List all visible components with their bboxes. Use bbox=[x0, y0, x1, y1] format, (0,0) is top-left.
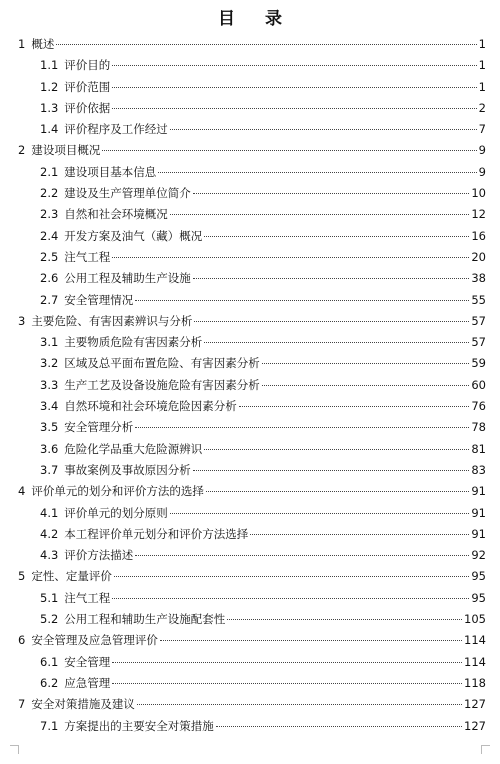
toc-entry-title: 公用工程和辅助生产设施配套性 bbox=[64, 612, 226, 627]
toc-entry-number: 3.7 bbox=[40, 462, 59, 477]
toc-entry-page-number: 127 bbox=[464, 697, 486, 712]
toc-entry-number: 4.2 bbox=[40, 526, 59, 541]
toc-entry[interactable] bbox=[0, 716, 500, 737]
toc-dot-leader bbox=[112, 683, 462, 684]
toc-entry-page-number: 92 bbox=[471, 548, 486, 563]
toc-entry-number: 5 bbox=[18, 569, 26, 584]
toc-entry[interactable] bbox=[0, 162, 500, 183]
toc-entry-page-number: 38 bbox=[471, 271, 486, 286]
toc-entry-number: 3.4 bbox=[40, 399, 59, 414]
toc-entry-title: 安全管理 bbox=[64, 654, 111, 669]
toc-dot-leader bbox=[112, 108, 476, 109]
toc-entry-number: 2.3 bbox=[40, 207, 59, 222]
toc-dot-leader bbox=[227, 619, 462, 620]
toc-entry-number: 1 bbox=[18, 37, 26, 51]
toc-entry-number: 2.6 bbox=[40, 271, 59, 286]
toc-entry-title: 建设项目概况 bbox=[31, 143, 101, 158]
toc-dot-leader bbox=[170, 129, 477, 130]
toc-entry-page-number: 91 bbox=[471, 505, 486, 520]
toc-entry-title: 注气工程 bbox=[64, 249, 111, 264]
toc-entry-page-number: 12 bbox=[471, 207, 486, 222]
toc-entry[interactable] bbox=[0, 119, 500, 140]
toc-dot-leader bbox=[204, 236, 469, 237]
toc-entry[interactable] bbox=[0, 588, 500, 609]
toc-entry-page-number: 1 bbox=[478, 58, 486, 73]
toc-entry-title: 开发方案及油气（藏）概况 bbox=[64, 228, 203, 243]
toc-entry-title: 公用工程及辅助生产设施 bbox=[64, 271, 191, 286]
toc-dot-leader bbox=[56, 44, 476, 45]
toc-entry-number: 6.2 bbox=[40, 675, 59, 690]
toc-entry-page-number: 91 bbox=[471, 484, 486, 499]
toc-entry-title: 方案提出的主要安全对策措施 bbox=[64, 718, 214, 733]
toc-entry-page-number: 95 bbox=[471, 569, 486, 584]
toc-dot-leader bbox=[135, 300, 469, 301]
toc-entry[interactable] bbox=[0, 375, 500, 396]
toc-entry[interactable] bbox=[0, 183, 500, 204]
toc-entry-page-number: 9 bbox=[478, 164, 486, 179]
toc-entry-number: 4.1 bbox=[40, 505, 59, 520]
toc-entry[interactable] bbox=[0, 204, 500, 225]
toc-dot-leader bbox=[112, 65, 476, 66]
toc-dot-leader bbox=[250, 534, 469, 535]
toc-entry[interactable] bbox=[0, 609, 500, 630]
toc-entry[interactable] bbox=[0, 140, 500, 161]
toc-entry-title: 评价单元的划分原则 bbox=[64, 505, 168, 520]
toc-entry[interactable] bbox=[0, 524, 500, 545]
toc-entry-title: 评价方法描述 bbox=[64, 548, 134, 563]
toc-entry[interactable] bbox=[0, 396, 500, 417]
toc-entry-page-number: 81 bbox=[471, 441, 486, 456]
toc-entry-title: 安全管理分析 bbox=[64, 420, 134, 435]
toc-entry-page-number: 57 bbox=[471, 335, 486, 350]
toc-entry-page-number: 78 bbox=[471, 420, 486, 435]
toc-entry-page-number: 1 bbox=[478, 37, 486, 51]
toc-dot-leader bbox=[102, 150, 476, 151]
toc-dot-leader bbox=[112, 257, 469, 258]
toc-entry-page-number: 20 bbox=[471, 249, 486, 264]
toc-entry-number: 6.1 bbox=[40, 654, 59, 669]
toc-entry-title: 自然环境和社会环境危险因素分析 bbox=[64, 399, 237, 414]
toc-entry-title: 评价目的 bbox=[64, 58, 111, 73]
toc-dot-leader bbox=[158, 172, 476, 173]
toc-entry-page-number: 55 bbox=[471, 292, 486, 307]
toc-dot-leader bbox=[114, 576, 470, 577]
toc-dot-leader bbox=[193, 193, 470, 194]
toc-entry-page-number: 60 bbox=[471, 377, 486, 392]
toc-entry-number: 4.3 bbox=[40, 548, 59, 563]
toc-dot-leader bbox=[112, 87, 476, 88]
table-of-contents bbox=[0, 34, 500, 737]
toc-entry-number: 2 bbox=[18, 143, 26, 158]
toc-entry-number: 3.1 bbox=[40, 335, 59, 350]
toc-entry[interactable] bbox=[0, 55, 500, 76]
toc-entry-page-number: 9 bbox=[478, 143, 486, 158]
toc-entry-page-number: 16 bbox=[471, 228, 486, 243]
toc-entry-number: 7 bbox=[18, 697, 26, 712]
toc-dot-leader bbox=[239, 406, 470, 407]
toc-entry-number: 1.1 bbox=[40, 58, 59, 73]
toc-dot-leader bbox=[112, 662, 462, 663]
toc-entry-page-number: 10 bbox=[471, 186, 486, 201]
toc-entry[interactable] bbox=[0, 481, 500, 502]
toc-entry-number: 3.6 bbox=[40, 441, 59, 456]
toc-dot-leader bbox=[194, 321, 469, 322]
toc-entry-title: 主要物质危险有害因素分析 bbox=[64, 335, 203, 350]
page-corner-mark-right bbox=[481, 745, 490, 754]
toc-entry-number: 5.2 bbox=[40, 612, 59, 627]
toc-entry-page-number: 91 bbox=[471, 526, 486, 541]
toc-entry-title: 生产工艺及设备设施危险有害因素分析 bbox=[64, 377, 260, 392]
toc-dot-leader bbox=[204, 449, 469, 450]
page-corner-mark-left bbox=[10, 745, 19, 754]
toc-entry-page-number: 2 bbox=[478, 100, 486, 115]
toc-dot-leader bbox=[170, 513, 470, 514]
toc-entry-number: 5.1 bbox=[40, 590, 59, 605]
toc-entry-page-number: 105 bbox=[464, 612, 486, 627]
toc-dot-leader bbox=[137, 704, 462, 705]
toc-entry-page-number: 83 bbox=[471, 462, 486, 477]
toc-entry-title: 主要危险、有害因素辨识与分析 bbox=[31, 313, 193, 328]
toc-entry-title: 应急管理 bbox=[64, 675, 111, 690]
toc-dot-leader bbox=[193, 470, 470, 471]
toc-entry-page-number: 114 bbox=[464, 633, 486, 648]
toc-entry-number: 1.2 bbox=[40, 79, 59, 94]
toc-entry-title: 评价单元的划分和评价方法的选择 bbox=[31, 484, 204, 499]
toc-entry-title: 本工程评价单元划分和评价方法选择 bbox=[64, 526, 249, 541]
toc-entry-page-number: 1 bbox=[478, 79, 486, 94]
toc-entry[interactable] bbox=[0, 226, 500, 247]
toc-entry-number: 1.3 bbox=[40, 100, 59, 115]
toc-entry-number: 3.3 bbox=[40, 377, 59, 392]
toc-entry-number: 3 bbox=[18, 313, 26, 328]
toc-entry[interactable] bbox=[0, 545, 500, 566]
toc-entry-page-number: 114 bbox=[464, 654, 486, 669]
toc-entry-title: 危险化学品重大危险源辨识 bbox=[64, 441, 203, 456]
toc-entry[interactable] bbox=[0, 460, 500, 481]
toc-entry[interactable] bbox=[0, 673, 500, 694]
toc-entry-title: 建设及生产管理单位简介 bbox=[64, 186, 191, 201]
toc-entry-title: 定性、定量评价 bbox=[31, 569, 112, 584]
toc-dot-leader bbox=[216, 726, 462, 727]
toc-entry-number: 6 bbox=[18, 633, 26, 648]
toc-entry-title: 安全对策措施及建议 bbox=[31, 697, 135, 712]
toc-dot-leader bbox=[262, 363, 470, 364]
toc-title: 目 录 bbox=[218, 9, 294, 29]
toc-dot-leader bbox=[193, 278, 470, 279]
toc-entry-title: 事故案例及事故原因分析 bbox=[64, 462, 191, 477]
toc-entry[interactable] bbox=[0, 566, 500, 587]
toc-entry-number: 4 bbox=[18, 484, 26, 499]
toc-entry[interactable] bbox=[0, 332, 500, 353]
toc-entry-title: 评价范围 bbox=[64, 79, 111, 94]
toc-entry-number: 2.4 bbox=[40, 228, 59, 243]
toc-entry-page-number: 57 bbox=[471, 313, 486, 328]
toc-entry[interactable] bbox=[0, 290, 500, 311]
toc-entry-page-number: 95 bbox=[471, 590, 486, 605]
toc-entry[interactable] bbox=[0, 630, 500, 651]
toc-entry-page-number: 7 bbox=[478, 122, 486, 137]
toc-dot-leader bbox=[135, 427, 469, 428]
toc-entry-page-number: 118 bbox=[464, 675, 486, 690]
toc-entry[interactable] bbox=[0, 311, 500, 332]
toc-entry[interactable] bbox=[0, 98, 500, 119]
toc-entry-page-number: 59 bbox=[471, 356, 486, 371]
toc-dot-leader bbox=[112, 598, 469, 599]
toc-entry[interactable] bbox=[0, 652, 500, 673]
toc-entry[interactable] bbox=[0, 34, 500, 55]
toc-dot-leader bbox=[204, 342, 469, 343]
toc-entry-number: 7.1 bbox=[40, 718, 59, 733]
toc-entry-title: 概述 bbox=[31, 37, 55, 51]
toc-entry-number: 2.7 bbox=[40, 292, 59, 307]
toc-entry-number: 2.1 bbox=[40, 164, 59, 179]
toc-entry[interactable] bbox=[0, 439, 500, 460]
toc-entry-number: 1.4 bbox=[40, 122, 59, 137]
toc-entry[interactable] bbox=[0, 247, 500, 268]
toc-dot-leader bbox=[206, 491, 470, 492]
toc-dot-leader bbox=[170, 214, 470, 215]
toc-dot-leader bbox=[160, 640, 462, 641]
toc-entry-number: 3.5 bbox=[40, 420, 59, 435]
toc-entry[interactable] bbox=[0, 694, 500, 715]
toc-entry-page-number: 76 bbox=[471, 399, 486, 414]
toc-entry-title: 区域及总平面布置危险、有害因素分析 bbox=[64, 356, 260, 371]
toc-entry-page-number: 127 bbox=[464, 718, 486, 733]
toc-entry-title: 自然和社会环境概况 bbox=[64, 207, 168, 222]
toc-entry-number: 2.2 bbox=[40, 186, 59, 201]
toc-entry-number: 2.5 bbox=[40, 249, 59, 264]
toc-entry[interactable] bbox=[0, 503, 500, 524]
toc-entry-title: 评价依据 bbox=[64, 100, 111, 115]
toc-entry-title: 评价程序及工作经过 bbox=[64, 122, 168, 137]
toc-entry[interactable] bbox=[0, 268, 500, 289]
toc-entry[interactable] bbox=[0, 77, 500, 98]
toc-entry[interactable] bbox=[0, 417, 500, 438]
toc-entry-title: 建设项目基本信息 bbox=[64, 164, 157, 179]
toc-entry-number: 3.2 bbox=[40, 356, 59, 371]
toc-dot-leader bbox=[135, 555, 469, 556]
toc-entry-title: 安全管理情况 bbox=[64, 292, 134, 307]
toc-entry[interactable] bbox=[0, 353, 500, 374]
toc-entry-title: 注气工程 bbox=[64, 590, 111, 605]
toc-entry-title: 安全管理及应急管理评价 bbox=[31, 633, 158, 648]
toc-dot-leader bbox=[262, 385, 470, 386]
